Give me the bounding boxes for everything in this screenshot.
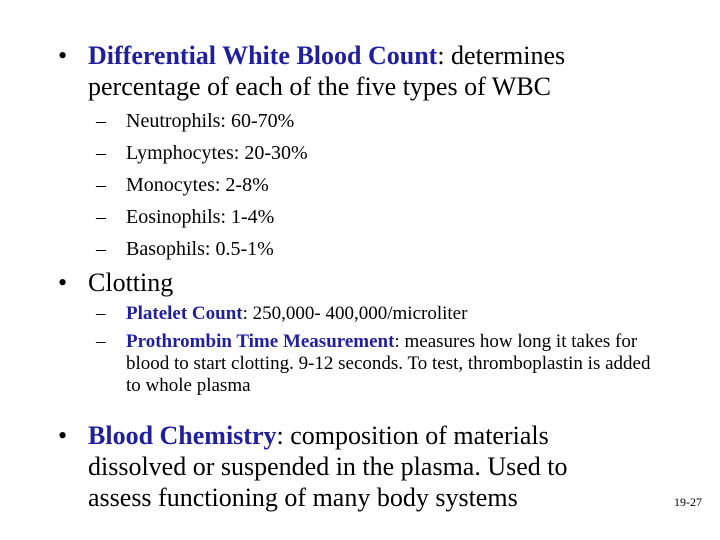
wbc-type-item bbox=[96, 137, 416, 169]
bullet-dot: • bbox=[58, 268, 68, 297]
chemistry-description: : composition of materials dissolved or suspended in the plasma. Used to assess functioning of many body systems bbox=[88, 421, 568, 512]
prothrombin-item bbox=[96, 331, 666, 397]
bullet-dot: • bbox=[58, 421, 68, 450]
wbc-type-item bbox=[96, 105, 416, 137]
dash-marker: – bbox=[96, 206, 106, 228]
prothrombin-term: Prothrombin Time Measurement bbox=[126, 331, 395, 352]
platelet-count-term: Platelet Count bbox=[126, 303, 243, 324]
bullet-wbc bbox=[58, 40, 618, 102]
wbc-type-text: Lymphocytes: 20-30% bbox=[126, 142, 308, 164]
wbc-type-text: Basophils: 0.5-1% bbox=[126, 238, 274, 260]
prothrombin-text bbox=[126, 331, 666, 397]
dash-marker: – bbox=[96, 331, 106, 352]
wbc-type-item bbox=[96, 233, 416, 265]
bullet-dot: • bbox=[58, 41, 68, 70]
prothrombin-description: : measures how long it takes for blood to start clotting. 9-12 seconds. To test, thromboplastin is added to whole plasma bbox=[126, 331, 651, 396]
chemistry-term: Blood Chemistry bbox=[88, 421, 277, 450]
bullet-wbc-text bbox=[88, 40, 618, 102]
clotting-subitems bbox=[96, 303, 666, 403]
dash-marker: – bbox=[96, 174, 106, 196]
wbc-type-text: Eosinophils: 1-4% bbox=[126, 206, 275, 228]
dash-marker: – bbox=[96, 303, 106, 324]
page-number: 19-27 bbox=[674, 495, 702, 509]
wbc-type-item bbox=[96, 169, 416, 201]
wbc-description: : determines percentage of each of the five types of WBC bbox=[88, 41, 566, 101]
platelet-count-item bbox=[96, 303, 666, 325]
wbc-term: Differential White Blood Count bbox=[88, 41, 438, 70]
bullet-clotting bbox=[58, 267, 618, 298]
dash-marker: – bbox=[96, 142, 106, 164]
chemistry-text bbox=[88, 420, 618, 513]
wbc-type-text: Monocytes: 2-8% bbox=[126, 174, 269, 196]
dash-marker: – bbox=[96, 110, 106, 132]
bullet-chemistry bbox=[58, 420, 618, 513]
wbc-type-text: Neutrophils: 60-70% bbox=[126, 110, 295, 132]
wbc-types-list bbox=[96, 105, 416, 265]
platelet-count-text bbox=[126, 303, 666, 325]
platelet-count-description: : 250,000- 400,000/microliter bbox=[242, 303, 468, 324]
wbc-type-item bbox=[96, 201, 416, 233]
dash-marker: – bbox=[96, 238, 106, 260]
clotting-title: Clotting bbox=[88, 268, 174, 297]
